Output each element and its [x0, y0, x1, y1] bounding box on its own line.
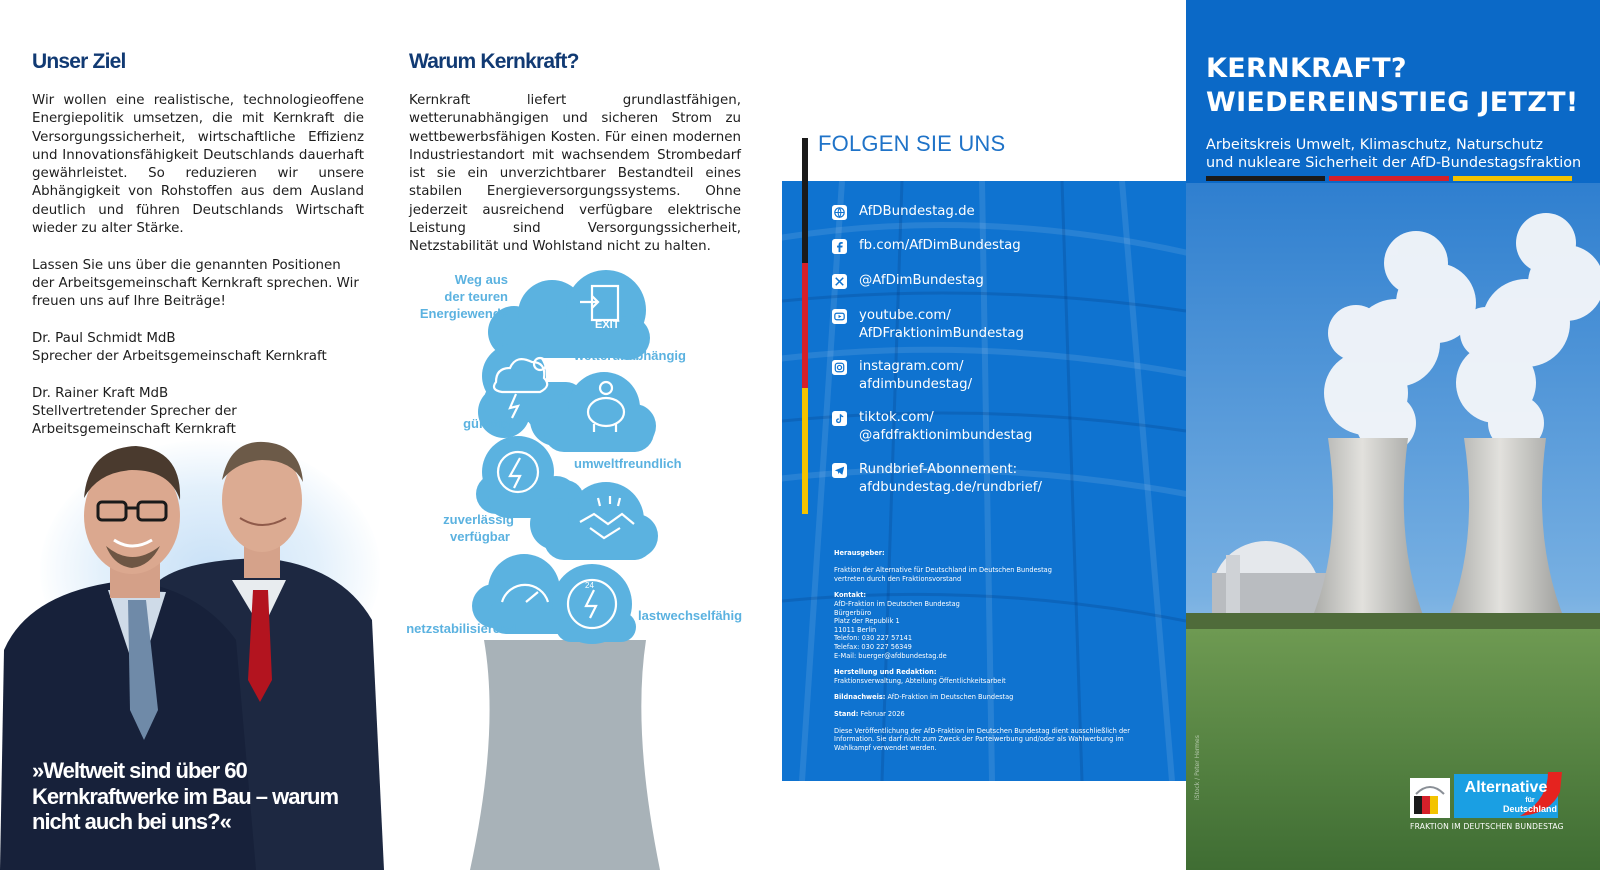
photo-credit: iStock / Peter Hermes: [1194, 735, 1201, 800]
benefit-clouds-graphic: [384, 262, 770, 870]
flag-strip: [802, 138, 808, 514]
clock-24-label: 24: [585, 581, 594, 590]
label-grid: netzstabilisierend: [406, 621, 516, 636]
why-paragraph: Kernkraft liefert grundlastfähigen, wetterunabhängigen und sicheren Strom zu wettbewerbsfähigen Kosten. Für einen modernen Industriestandort mit wachsendem Strombedarf ist sie ein unverzichtbarer Bestandteil eines stabilen Energieversorgungssystems. Ohne jederzeit ausreichend verfügbare elektrische Leistung sind Versorgungssicherheit, Netzstabilität und Wohlstand nicht zu halten.: [409, 93, 741, 255]
social-text-instagram-line2: afdimbundestag/: [859, 376, 973, 392]
label-cheap: günstig: [463, 416, 510, 431]
goal-paragraph-1: Wir wollen eine realistische, technologieoffene Energiepolitik umsetzen, die mit Kernkraft die Versorgungssicherheit, wirtschaftliche Effizienz und Innovationsfähigkeit Deutschlands dauerhaft gewährleistet. So reduzieren wir unsere Abhängigkeit von Rohstoffen aus dem Ausland deutlich und führen Deutschlands Wirtschaft wieder zu alter Stärke.: [32, 93, 364, 237]
imprint-publisher-line2: vertreten durch den Fraktionsvorstand: [834, 574, 962, 583]
imprint-contact-line: Telefon: 030 227 57141: [834, 634, 913, 643]
imprint-credits-text: AfD-Fraktion im Deutschen Bundestag: [887, 693, 1014, 702]
imprint-contact-line: Bürgerbüro: [834, 608, 872, 617]
speaker-1-role: Sprecher der Arbeitsgemeinschaft Kernkraft: [32, 349, 327, 365]
social-link-website[interactable]: [832, 203, 1172, 221]
imprint-contact-line: 11011 Berlin: [834, 625, 877, 634]
imprint-publisher: [834, 549, 1144, 583]
label-reliable-line2: verfügbar: [450, 529, 510, 544]
youtube-icon: [832, 309, 847, 324]
imprint-contact-label: Kontakt:: [834, 591, 866, 600]
social-link-tiktok[interactable]: [832, 409, 1172, 444]
label-exit-line1: Weg aus: [454, 272, 508, 287]
cover-title-line2: WIEDEREINSTIEG JETZT!: [1206, 87, 1579, 118]
cooling-towers-photo: [1186, 183, 1600, 870]
label-weather: wetterunabhängig: [574, 348, 686, 363]
panel-cover: [1186, 0, 1600, 870]
social-text-tiktok-line2: @afdfraktionimbundestag: [859, 427, 1033, 443]
speaker-portraits: [0, 440, 384, 870]
logo-text-alternative: Alternative: [1464, 779, 1548, 796]
imprint-credits: [834, 693, 1144, 702]
speaker-2-name: Dr. Rainer Kraft MdB: [32, 385, 169, 401]
label-eco: umweltfreundlich: [574, 456, 682, 471]
cover-title: [1206, 52, 1586, 120]
logo-text-fuer: für: [1525, 797, 1535, 804]
speaker-2: [32, 385, 364, 440]
social-link-instagram[interactable]: [832, 358, 1172, 393]
imprint-date-text: Februar 2026: [860, 709, 905, 718]
german-flag-bar: [1206, 176, 1572, 181]
social-text-telegram-line2: afdbundestag.de/rundbrief/: [859, 479, 1042, 495]
label-exit-line3: Energiewende: [419, 306, 508, 321]
imprint-production: [834, 668, 1144, 685]
speaker-1-name: Dr. Paul Schmidt MdB: [32, 330, 176, 346]
exit-sign-text: EXIT: [595, 319, 620, 331]
heading-unser-ziel: Unser Ziel: [32, 50, 126, 73]
social-text-telegram-line1: Rundbrief-Abonnement:: [859, 462, 1018, 477]
label-reliable-line1: zuverlässig: [443, 512, 514, 527]
imprint-contact-line: Telefax: 030 227 56349: [834, 642, 912, 651]
facebook-icon: [832, 239, 847, 254]
panel-why-nuclear: [384, 0, 770, 870]
social-text-instagram-line1: instagram.com/: [859, 359, 964, 374]
social-link-youtube[interactable]: [832, 307, 1172, 342]
x-icon: [832, 274, 847, 289]
goal-paragraph-2: Lassen Sie uns über die genannten Positionen der Arbeitsgemeinschaft Kernkraft sprechen. Wir freuen uns auf Ihre Beiträge!: [32, 257, 359, 310]
imprint-disclaimer: Diese Veröffentlichung der AfD-Fraktion im Deutschen Bundestag dient ausschließlich der Information. Sie darf nicht zum Zweck der Parteiwerbung und/oder als Wahlwerbung im Wahlkampf verwendet werden.: [834, 726, 1130, 752]
heading-warum-kernkraft: Warum Kernkraft?: [409, 50, 579, 73]
speaker-1: [32, 330, 364, 367]
imprint-contact: [834, 591, 1144, 660]
imprint-date-label: Stand:: [834, 709, 859, 718]
imprint-credits-label: Bildnachweis:: [834, 693, 886, 702]
label-load: lastwechselfähig: [638, 608, 743, 623]
logo-text-deutschland: Deutschland: [1502, 804, 1558, 814]
cover-subtitle: [1206, 136, 1596, 172]
cover-subtitle-line2: und nukleare Sicherheit der AfD-Bundestagsfraktion: [1206, 155, 1582, 171]
follow-us-heading: FOLGEN SIE UNS: [818, 131, 1006, 156]
social-text-youtube-line1: youtube.com/: [859, 308, 951, 323]
social-text-facebook: fb.com/AfDimBundestag: [859, 238, 1021, 253]
quote-text: »Weltweit sind über 60 Kernkraftwerke im Bau – warum nicht auch bei uns?«: [32, 758, 339, 834]
imprint-contact-email[interactable]: E-Mail: buerger@afdbundestag.de: [834, 651, 947, 660]
globe-icon: [832, 205, 847, 220]
speaker-2-role: Stellvertretender Sprecher der Arbeitsgemeinschaft Kernkraft: [32, 404, 237, 438]
social-text-website: AfDBundestag.de: [859, 204, 975, 219]
social-text-tiktok-line1: tiktok.com/: [859, 410, 934, 425]
social-text-youtube-line2: AfDFraktionimBundestag: [859, 325, 1024, 341]
label-exit-line2: der teuren: [444, 289, 508, 304]
cooling-tower-shape: [470, 640, 660, 870]
telegram-icon: [832, 463, 847, 478]
imprint-contact-line: AfD-Fraktion im Deutschen Bundestag: [834, 599, 960, 608]
cover-subtitle-line1: Arbeitskreis Umwelt, Klimaschutz, Naturschutz: [1206, 137, 1544, 153]
instagram-icon: [832, 360, 847, 375]
imprint-date: [834, 710, 1144, 719]
imprint: [834, 549, 1144, 760]
social-link-facebook[interactable]: [832, 237, 1172, 255]
imprint-contact-line: Platz der Republik 1: [834, 617, 900, 626]
cover-title-line1: KERNKRAFT?: [1206, 53, 1407, 84]
panel-follow-us: [770, 0, 1186, 870]
imprint-production-label: Herstellung und Redaktion:: [834, 668, 937, 677]
social-text-x: @AfDimBundestag: [859, 273, 984, 288]
logo-tagline: FRAKTION IM DEUTSCHEN BUNDESTAG: [1410, 822, 1564, 831]
goal-text: [32, 92, 364, 458]
tiktok-icon: [832, 411, 847, 426]
social-link-telegram[interactable]: [832, 461, 1172, 496]
imprint-production-text: Fraktionsverwaltung, Abteilung Öffentlichkeitsarbeit: [834, 676, 1006, 685]
panel-our-goal: [0, 0, 384, 870]
social-link-x[interactable]: [832, 272, 1172, 290]
imprint-publisher-label: Herausgeber:: [834, 549, 885, 557]
imprint-publisher-line1: Fraktion der Alternative für Deutschland im Deutschen Bundestag: [834, 566, 1052, 575]
